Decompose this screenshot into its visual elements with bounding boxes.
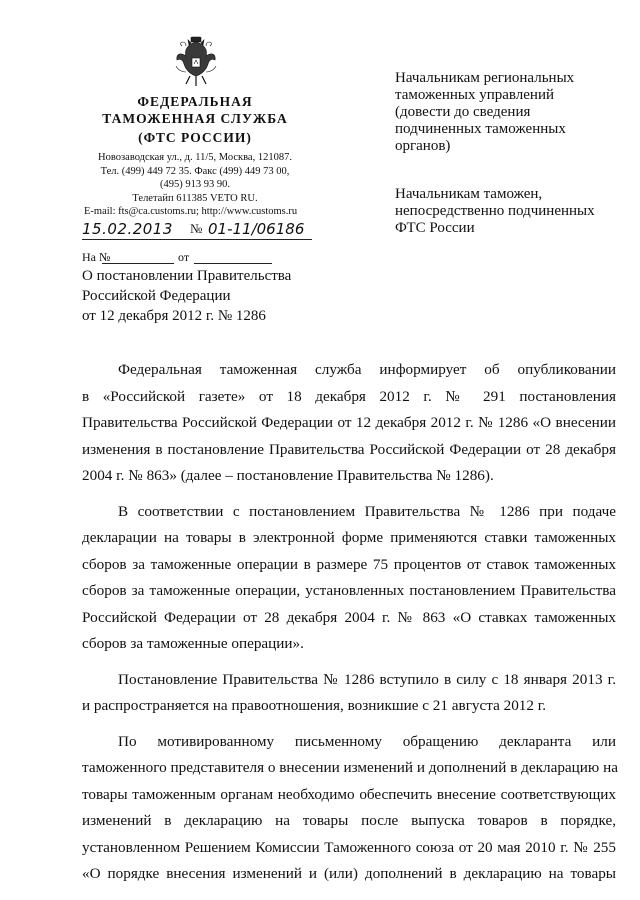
body-line: 2004 г. № 863» (далее – постановление Правительства № 1286). [82, 467, 494, 484]
body-line: Федеральная таможенная служба информирует об опубликовании [118, 361, 616, 378]
phone-fax-line: Тел. (499) 449 72 35. Факс (499) 449 73 00, [100, 165, 290, 177]
subject-line: О постановлении Правительства [82, 268, 292, 284]
body-line: декларации на товары в электронной форме применяются ставки таможенных [82, 529, 616, 546]
addressee-customs-houses [395, 186, 595, 237]
reference-date-blank [194, 263, 272, 264]
body-line: Российской Федерации от 28 декабря 2004 г. № 863 «О ставках таможенных [82, 608, 616, 626]
registration-number: 01-11/06186 [208, 220, 305, 238]
body-line: в «Российской газете» от 18 декабря 2012 г. № 291 постановления [82, 387, 616, 405]
registration-line [82, 220, 342, 240]
body-line: товары таможенным органам необходимо обеспечить внесение соответствующих [82, 785, 616, 803]
addressee-line: непосредственно подчиненных [395, 203, 595, 219]
body-line: «О порядке внесения изменений и (или) дополнений в декларацию на товары [82, 865, 616, 882]
paragraph-publication [82, 357, 616, 490]
paragraph-effective-date [82, 667, 616, 720]
agency-line: ТАМОЖЕННАЯ СЛУЖБА [102, 111, 288, 126]
body-line: Правительства Российской Федерации от 12 декабря 2012 г. № 1286 «О внесении [82, 414, 616, 431]
body-line: изменений в декларацию на товары после выпуска товаров в порядке, [82, 812, 616, 829]
body-line: В соответствии с постановлением Правительства № 1286 при подаче [118, 502, 616, 520]
agency-line: ФЕДЕРАЛЬНАЯ [137, 94, 253, 109]
email-website-line: E-mail: fts@ca.customs.ru; http://www.customs.ru [84, 206, 298, 217]
body-line: и распространяется на правоотношения, возникшие с 21 августа 2012 г. [82, 697, 547, 714]
addressee-line: таможенных управлений [395, 87, 555, 103]
agency-contacts [60, 151, 330, 219]
body-line: сборов за таможенные операции». [82, 635, 304, 652]
addressee-regional-customs [395, 70, 574, 155]
agency-short-name: (ФТС РОССИИ) [138, 130, 252, 145]
address-line: Новозаводская ул., д. 11/5, Москва, 121087. [98, 152, 292, 163]
body-line: сборов за таможенные операции, установленных постановлением Правительства [82, 582, 616, 599]
paragraph-amendments [82, 729, 616, 888]
addressee-line: Начальникам региональных [395, 70, 575, 86]
subject-line: от 12 декабря 2012 г. № 1286 [82, 308, 266, 324]
teletype-line: Телетайп 611385 VETO RU. [132, 192, 258, 204]
addressee-line: ФТС России [395, 220, 475, 236]
body-line: Постановление Правительства № 1286 вступило в силу с 18 января 2013 г. [118, 670, 616, 688]
addressee-line: подчиненных таможенных [395, 121, 566, 137]
body-line: установленном Решением Комиссии Таможенного союза от 20 мая 2010 г. № 255 [82, 838, 616, 856]
registration-underline [82, 239, 312, 240]
reference-number-blank [102, 263, 174, 264]
addressee-line: (довести до сведения [395, 104, 531, 120]
registration-date: 15.02.2013 [82, 220, 173, 238]
body-line: сборов за таможенные операции в размере 75 процентов от ставок таможенных [82, 555, 616, 573]
body-line: По мотивированному письменному обращению декларанта или [118, 732, 616, 750]
agency-name [60, 93, 330, 146]
double-headed-eagle-emblem-icon [174, 36, 218, 88]
addressee-line: органов) [395, 138, 451, 154]
addressee-line: Начальникам таможен, [395, 186, 543, 202]
letter-body [82, 357, 616, 888]
phone-line: (495) 913 93 90. [160, 179, 230, 190]
paragraph-rates [82, 499, 616, 658]
reference-number-label: На № [82, 250, 111, 264]
body-line: изменения в постановление Правительства Российской Федерации от 28 декабря [82, 440, 616, 458]
body-line: таможенного представителя о внесении изменений и дополнений в декларацию на [82, 759, 618, 776]
letter-subject [82, 266, 291, 326]
registration-number-label: № [190, 221, 203, 236]
subject-line: Российской Федерации [82, 288, 231, 304]
reference-date-label: от [178, 250, 190, 264]
